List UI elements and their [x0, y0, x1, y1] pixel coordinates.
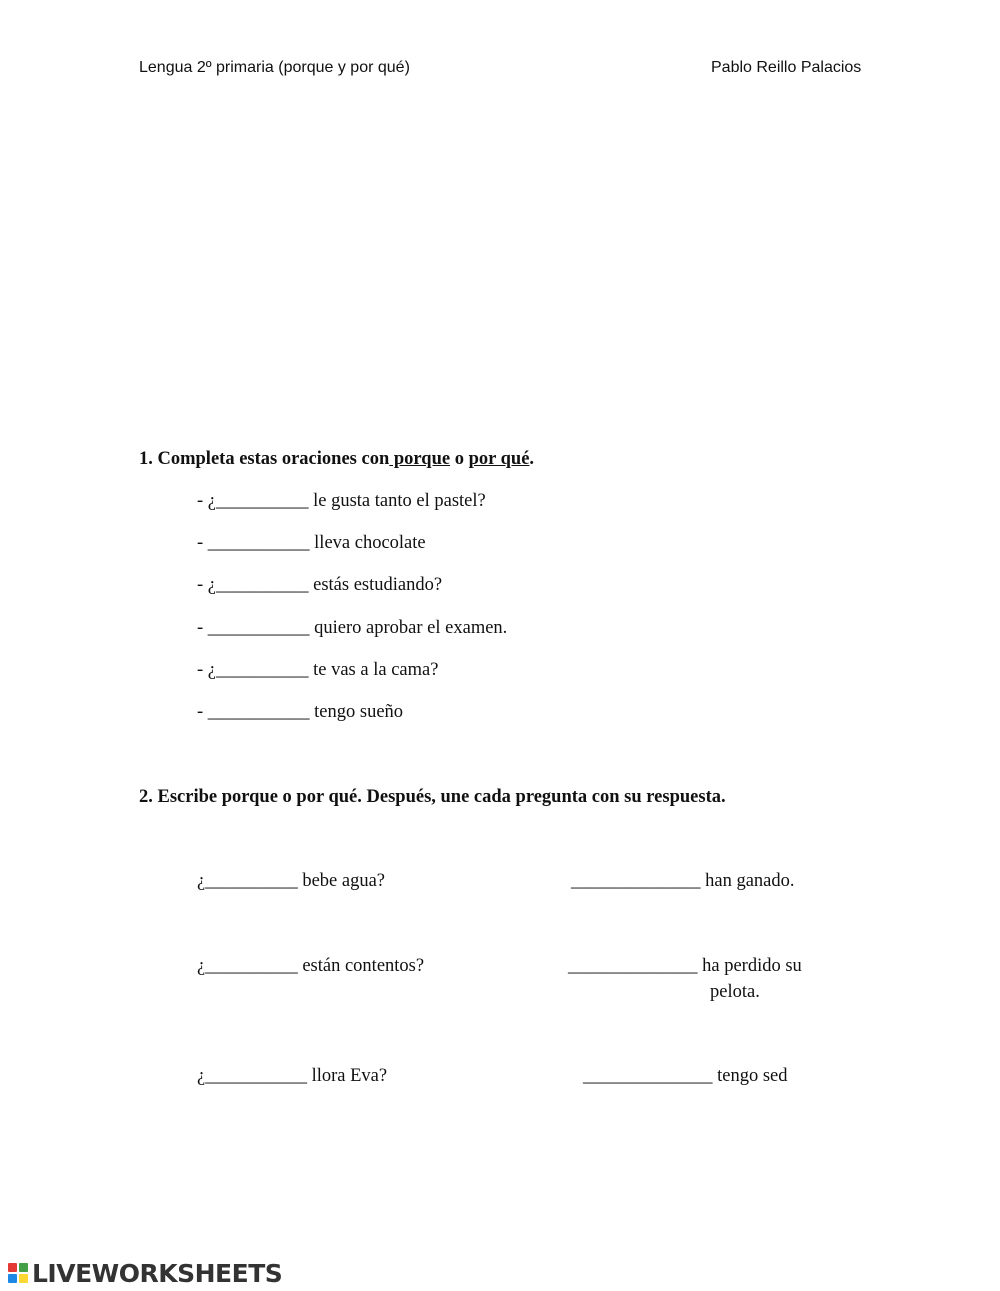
exercise2-answer-2[interactable]: ______________ ha perdido su — [568, 956, 802, 976]
logo-square-blue — [8, 1274, 17, 1283]
exercise1-word-por-que: por qué — [468, 449, 530, 469]
exercise2-question-2[interactable]: ¿__________ están contentos? — [197, 956, 425, 976]
logo-square-red — [8, 1263, 17, 1272]
exercise1-line-2[interactable]: - ___________ lleva chocolate — [197, 533, 426, 553]
logo-square-yellow — [19, 1274, 28, 1283]
logo-mark-icon — [8, 1263, 28, 1283]
exercise2-answer-3[interactable]: ______________ tengo sed — [583, 1066, 788, 1086]
exercise2-title: 2. Escribe porque o por qué. Después, une cada pregunta con su respuesta. — [139, 787, 726, 807]
exercise1-line-3[interactable]: - ¿__________ estás estudiando? — [197, 575, 443, 595]
exercise1-title — [139, 449, 534, 470]
exercise1-line-6[interactable]: - ___________ tengo sueño — [197, 702, 404, 722]
header-right: Pablo Reillo Palacios — [711, 59, 862, 76]
exercise2-question-1[interactable]: ¿__________ bebe agua? — [197, 871, 386, 891]
exercise2-answer-1[interactable]: ______________ han ganado. — [571, 871, 795, 891]
logo-square-green — [19, 1263, 28, 1272]
exercise1-title-prefix: 1. Completa estas oraciones con — [139, 449, 390, 469]
liveworksheets-logo — [8, 1258, 282, 1288]
exercise1-title-suffix: . — [529, 449, 535, 469]
header-left: Lengua 2º primaria (porque y por qué) — [139, 59, 410, 76]
exercise2-question-3[interactable]: ¿___________ llora Eva? — [197, 1066, 388, 1086]
exercise1-word-porque: porque — [389, 449, 451, 469]
exercise1-line-5[interactable]: - ¿__________ te vas a la cama? — [197, 660, 439, 680]
exercise1-connector: o — [450, 449, 469, 469]
exercise1-line-1[interactable]: - ¿__________ le gusta tanto el pastel? — [197, 491, 486, 511]
logo-text: LIVEWORKSHEETS — [32, 1258, 283, 1288]
exercise1-line-4[interactable]: - ___________ quiero aprobar el examen. — [197, 618, 508, 638]
exercise2-answer-2-cont: pelota. — [710, 982, 760, 1002]
